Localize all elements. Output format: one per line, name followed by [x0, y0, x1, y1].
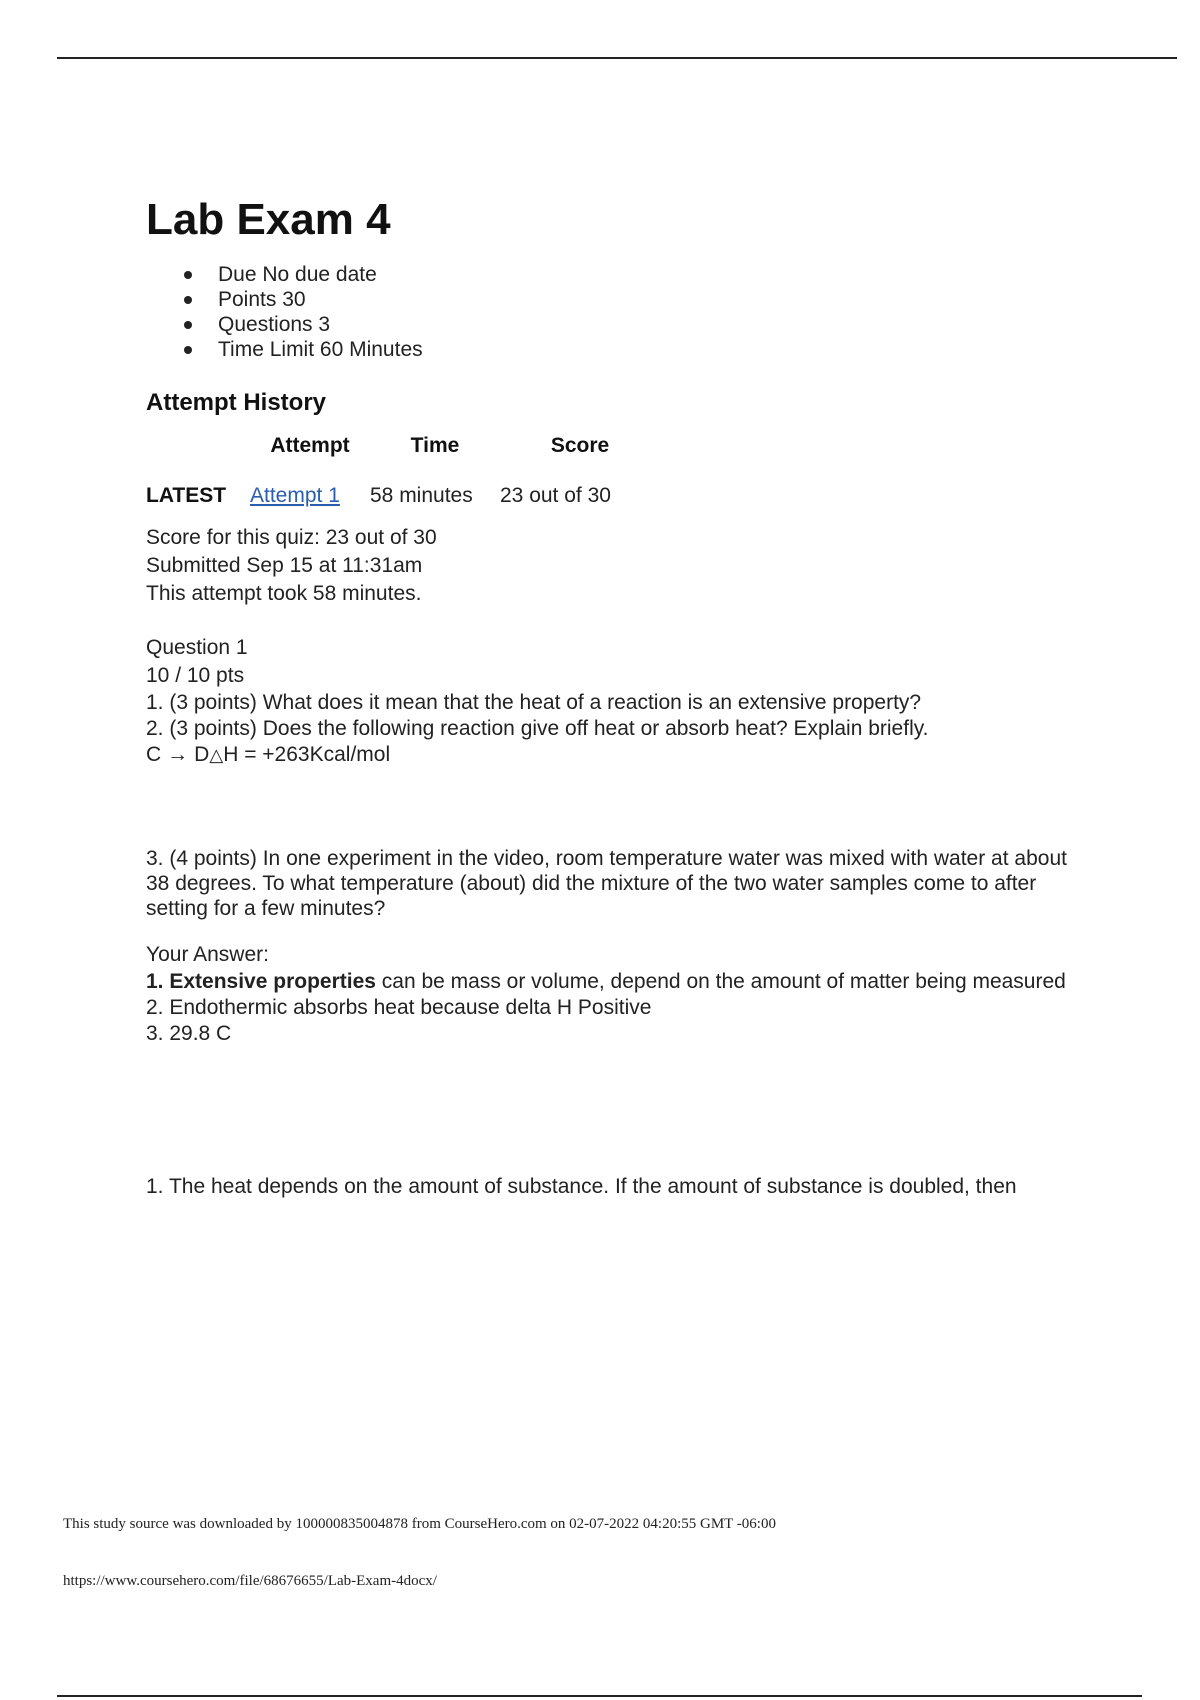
header-blank: [146, 428, 250, 480]
answer-explanation: 1. The heat depends on the amount of substance. If the amount of substance is doubled, then: [146, 1175, 1017, 1198]
reaction-equation: [146, 742, 1086, 768]
question-points: 10 / 10 pts: [146, 664, 245, 687]
question-header: [146, 634, 1086, 690]
bottom-divider: [57, 1695, 1142, 1697]
answer-2: 2. Endothermic absorbs heat because delta H Positive: [146, 996, 652, 1019]
quiz-score: Score for this quiz: 23 out of 30: [146, 526, 437, 549]
quiz-meta-list: [146, 262, 1086, 362]
product: D: [194, 743, 210, 766]
meta-time-limit: Time Limit 60 Minutes: [218, 337, 1086, 362]
attempt-history-table: [146, 428, 660, 512]
time-cell: 58 minutes: [370, 484, 473, 507]
meta-due: Due No due date: [218, 262, 1086, 287]
arrow-icon: →: [167, 743, 189, 766]
table-row: [146, 480, 660, 512]
answer-1: [146, 969, 1086, 995]
meta-points: Points 30: [218, 287, 1086, 312]
page-title: Lab Exam 4: [146, 195, 391, 244]
submitted-date: Submitted Sep 15 at 11:31am: [146, 554, 423, 577]
attempt-cell: [250, 480, 370, 512]
document-body: [146, 190, 1086, 1200]
latest-label: LATEST: [146, 484, 227, 507]
meta-questions: Questions 3: [218, 312, 1086, 337]
attempt-duration: This attempt took 58 minutes.: [146, 582, 422, 605]
header-time: Time: [410, 434, 460, 457]
answer-3: 3. 29.8 C: [146, 1022, 232, 1045]
score-cell: 23 out of 30: [500, 484, 611, 507]
source-url: https://www.coursehero.com/file/68676655/Lab-Exam-4docx/: [63, 1573, 437, 1589]
top-divider: [57, 57, 1177, 59]
delta-icon: △: [209, 745, 224, 765]
answer-1-rest: can be mass or volume, depend on the amount of matter being measured: [375, 970, 1066, 993]
table-header-row: [146, 428, 660, 480]
question-label: Question 1: [146, 636, 248, 659]
enthalpy-value: H = +263Kcal/mol: [223, 743, 391, 766]
question-3-text: 3. (4 points) In one experiment in the video, room temperature water was mixed with water at about 38 degrees. To what temperature (about) did the mixture of the two water samples come to after setting for a few minutes?: [146, 847, 1067, 920]
question-2-text: 2. (3 points) Does the following reaction give off heat or absorb heat? Explain briefly.: [146, 717, 929, 740]
header-score: Score: [550, 434, 610, 457]
your-answer-label: Your Answer:: [146, 943, 269, 966]
attempt-history-heading: Attempt History: [146, 389, 327, 416]
question-1-text: 1. (3 points) What does it mean that the heat of a reaction is an extensive property?: [146, 691, 922, 714]
attempt-summary: [146, 524, 1086, 608]
attempt-1-link[interactable]: Attempt 1: [250, 484, 340, 507]
download-notice: This study source was downloaded by 100000835004878 from CourseHero.com on 02-07-2022 04:20:55 GMT -06:00: [63, 1516, 776, 1532]
answer-1-bold: 1. Extensive properties: [146, 970, 376, 993]
header-attempt: Attempt: [270, 434, 350, 457]
reactant: C: [146, 743, 162, 766]
